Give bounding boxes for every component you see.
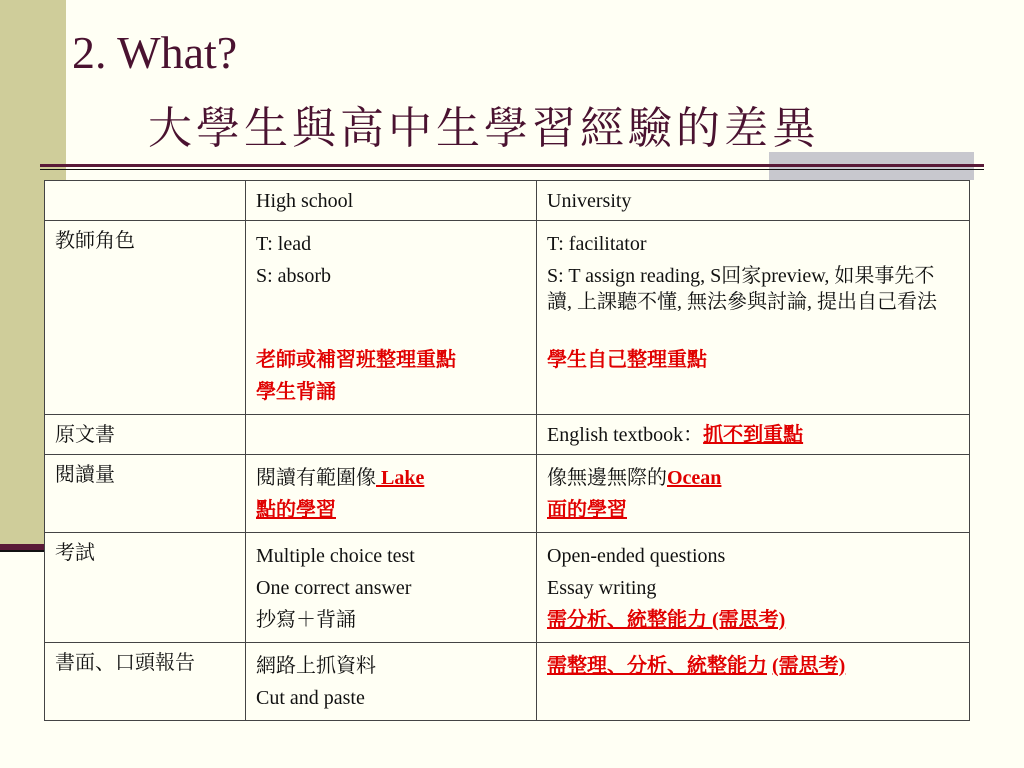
table-row — [45, 643, 970, 721]
row-label: 原文書 — [45, 415, 246, 455]
row-label: 教師角色 — [45, 221, 246, 415]
uni-cell — [537, 221, 970, 415]
highlight-text: 需整理、分析、統整能力 — [547, 655, 767, 677]
cell-text: 像無邊無際的 — [547, 467, 667, 489]
cell-text: Open-ended questions — [547, 545, 726, 567]
cell-text: T: lead — [256, 233, 312, 255]
cell-text: Essay writing — [547, 577, 657, 599]
uni-cell — [537, 643, 970, 721]
table-row — [45, 533, 970, 643]
highlight-text: Lake — [376, 467, 425, 489]
cell-text: Multiple choice test — [256, 545, 415, 567]
row-label: 考試 — [45, 533, 246, 643]
hs-cell — [246, 221, 537, 415]
row-label: 書面、口頭報告 — [45, 643, 246, 721]
highlight-text: 學生自己整理重點 — [547, 349, 707, 371]
table-row — [45, 415, 970, 455]
highlight-text: (需思考) — [772, 655, 846, 677]
cell-spacer — [256, 292, 526, 318]
highlight-text: 抓不到重點 — [703, 424, 804, 446]
header-high-school: High school — [246, 181, 537, 221]
table-row — [45, 455, 970, 533]
hs-cell — [246, 643, 537, 721]
hs-cell — [246, 415, 537, 455]
highlight-text: 老師或補習班整理重點 — [256, 349, 456, 371]
highlight-text: 面的學習 — [547, 499, 627, 521]
slide-title: 2. What? — [72, 27, 238, 78]
cell-spacer — [256, 318, 526, 344]
table-row — [45, 221, 970, 415]
cell-text: 閱讀有範圍像 — [256, 467, 376, 489]
highlight-text: 學生背誦 — [256, 381, 336, 403]
hs-cell — [246, 533, 537, 643]
highlight-text: Ocean — [667, 467, 722, 489]
table-header-row — [45, 181, 970, 221]
cell-text: Cut and paste — [256, 687, 365, 709]
title-divider-thin — [40, 169, 984, 170]
cell-text: S: absorb — [256, 265, 331, 287]
header-university: University — [537, 181, 970, 221]
cell-spacer — [547, 318, 959, 344]
cell-text: 網路上抓資料 — [256, 655, 376, 677]
uni-cell — [537, 415, 970, 455]
highlight-text: 點的學習 — [256, 499, 336, 521]
cell-text: S: T assign reading, S回家preview, 如果事先不讀, 上課聽不懂, 無法參與討論, 提出自己看法 — [547, 265, 937, 313]
cell-text: 抄寫＋背誦 — [256, 609, 356, 631]
highlight-text: 需分析、統整能力 (需思考) — [547, 609, 786, 631]
cell-text: One correct answer — [256, 577, 412, 599]
cell-text: T: facilitator — [547, 233, 647, 255]
header-empty-cell — [45, 181, 246, 221]
slide-subtitle: 大學生與高中生學習經驗的差異 — [148, 104, 820, 153]
cell-text: English textbook： — [547, 424, 704, 446]
row-label: 閱讀量 — [45, 455, 246, 533]
uni-cell — [537, 455, 970, 533]
comparison-table — [44, 180, 970, 721]
hs-cell — [246, 455, 537, 533]
uni-cell — [537, 533, 970, 643]
title-divider — [40, 164, 984, 167]
